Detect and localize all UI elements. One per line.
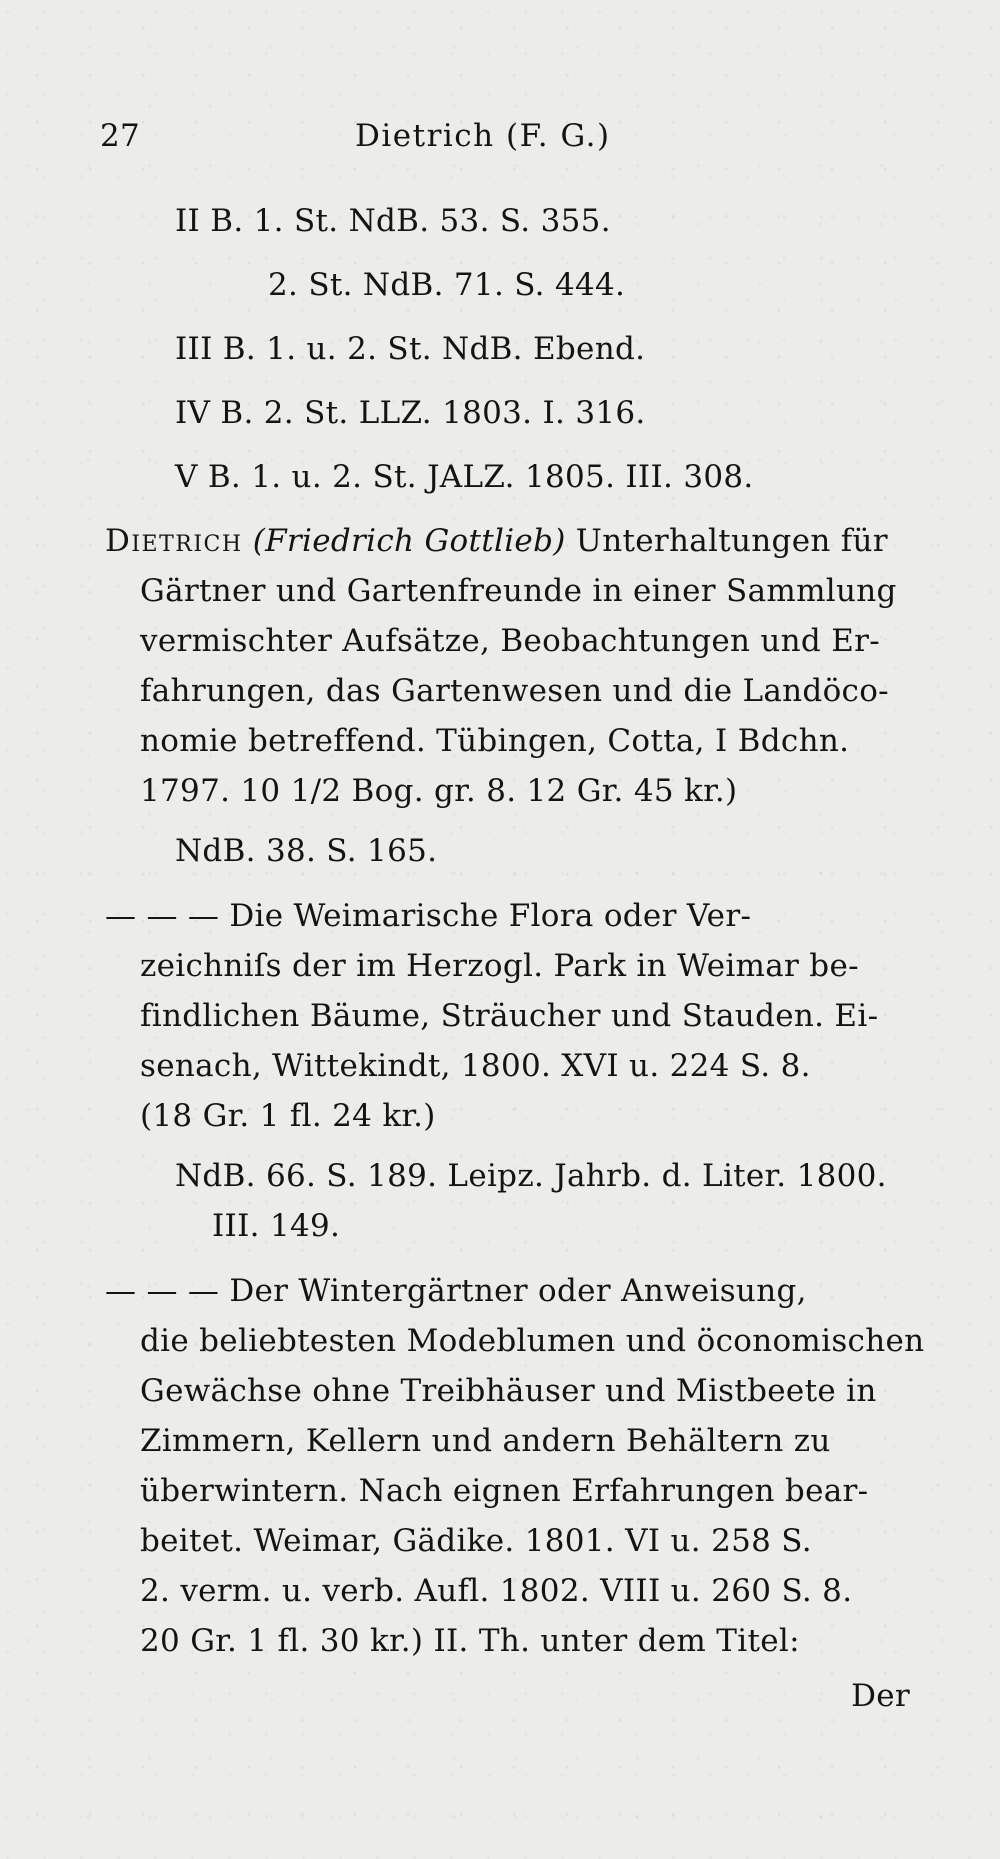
entry-line: 1797. 10 1/2 Bog. gr. 8. 12 Gr. 45 kr.) (140, 773, 738, 809)
entry-line: die beliebtesten Modeblumen und öconomischen (140, 1323, 925, 1359)
entry-line: vermischter Aufsätze, Beobachtungen und Er- (140, 623, 881, 659)
entry-line: überwintern. Nach eignen Erfahrungen bear- (140, 1473, 869, 1509)
page-number: 27 (100, 118, 141, 154)
review-line: III B. 1. u. 2. St. NdB. Ebend. (175, 331, 646, 367)
entry-line: — — — Die Weimarische Flora oder Ver- (105, 898, 752, 934)
review-line: IV B. 2. St. LLZ. 1803. I. 316. (175, 395, 646, 431)
title-start: Unterhaltungen für (575, 523, 888, 559)
entry-line: Gewächse ohne Treibhäuser und Mistbeete in (140, 1373, 877, 1409)
entry-line: findlichen Bäume, Sträucher und Stauden. Ei- (140, 998, 879, 1034)
entry-line: fahrungen, das Gartenwesen und die Landöco- (140, 673, 889, 709)
review-line: III. 149. (212, 1208, 341, 1244)
catchword: Der (851, 1678, 910, 1714)
entry-line: — — — Der Wintergärtner oder Anweisung, (105, 1273, 807, 1309)
review-line: 2. St. NdB. 71. S. 444. (268, 267, 626, 303)
entry-line: nomie betreffend. Tübingen, Cotta, I Bdchn. (140, 723, 850, 759)
entry-heading-line (105, 521, 888, 561)
entry-line: (18 Gr. 1 fl. 24 kr.) (140, 1098, 436, 1134)
entry-line: zeichniſs der im Herzogl. Park in Weimar be- (140, 948, 859, 984)
entry-line: beitet. Weimar, Gädike. 1801. VI u. 258 S. (140, 1523, 812, 1559)
entry-line: Zimmern, Kellern und andern Behältern zu (140, 1423, 831, 1459)
entry-line: Gärtner und Gartenfreunde in einer Sammlung (140, 573, 897, 609)
entry-line: 2. verm. u. verb. Aufl. 1802. VIII u. 260 S. 8. (140, 1573, 853, 1609)
running-head: Dietrich (F. G.) (355, 118, 611, 154)
review-line: V B. 1. u. 2. St. JALZ. 1805. III. 308. (175, 459, 754, 495)
author-given-names: (Friedrich Gottlieb) (252, 523, 566, 559)
review-line: II B. 1. St. NdB. 53. S. 355. (175, 203, 611, 239)
author-surname: Dietrich (105, 523, 243, 559)
entry-line: 20 Gr. 1 fl. 30 kr.) II. Th. unter dem Titel: (140, 1623, 800, 1659)
review-line: NdB. 38. S. 165. (175, 833, 438, 869)
entry-line: senach, Wittekindt, 1800. XVI u. 224 S. 8. (140, 1048, 811, 1084)
review-line: NdB. 66. S. 189. Leipz. Jahrb. d. Liter. 1800. (175, 1158, 887, 1194)
